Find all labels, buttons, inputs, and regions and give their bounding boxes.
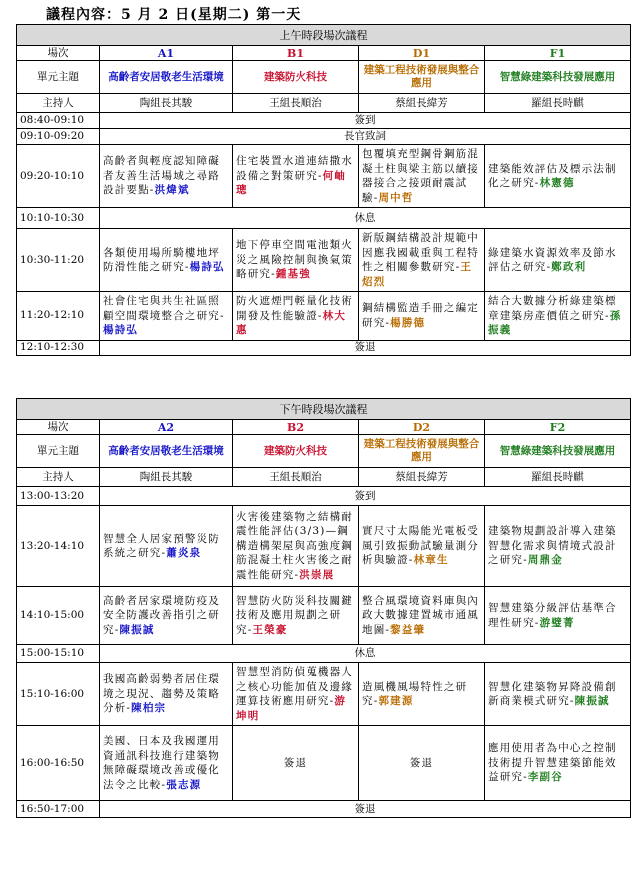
unit-topic-row (17, 61, 631, 94)
morning-agenda-table (16, 24, 631, 356)
unit-topic: 建築防火科技 (233, 435, 359, 468)
session-title: 各類使用場所騎樓地坪防滑性能之研究- (103, 246, 220, 273)
unit-topic: 智慧綠建築科技發展應用 (485, 61, 631, 94)
agenda-row (17, 292, 631, 341)
session-title: 建築能效評估及標示法制化之研究- (488, 162, 617, 189)
session-cell (485, 506, 631, 587)
speaker-name: 周鼎金 (527, 554, 563, 567)
session-cell (359, 229, 485, 292)
session-code-row (17, 420, 631, 435)
agenda-event: 休息 (100, 645, 631, 663)
session-cell (100, 292, 233, 341)
session-cell (359, 145, 485, 208)
agenda-row (17, 340, 631, 355)
session-code: A2 (100, 420, 233, 435)
agenda-event: 長官致詞 (100, 129, 631, 145)
speaker-name: 周中哲 (378, 191, 414, 204)
session-title: 智慧建築分級評估基準合理性研究- (488, 602, 617, 629)
unit-topic: 高齡者安居敬老生活環境 (100, 61, 233, 94)
speaker-name: 陳振誠 (574, 695, 610, 707)
session-code: F1 (485, 46, 631, 61)
afternoon-agenda-table (16, 398, 631, 818)
unit-topic-label: 單元主題 (17, 435, 100, 468)
speaker-name: 洪煒斌 (154, 184, 190, 197)
session-cell (100, 587, 233, 645)
time-slot: 16:00-16:50 (17, 726, 100, 801)
agenda-row (17, 145, 631, 208)
unit-topic: 建築防火科技 (233, 61, 359, 94)
session-cell (485, 145, 631, 208)
session-code: D1 (359, 46, 485, 61)
section-title: 上午時段場次議程 (17, 25, 631, 46)
session-cell (233, 726, 359, 801)
speaker-name: 李副谷 (527, 771, 563, 784)
agenda-event: 簽退 (100, 340, 631, 355)
session-title: 新版鋼結構設計規範中因應我國載重與工程特性之相關參數研究- (362, 232, 479, 273)
session-column-label: 場次 (17, 46, 100, 61)
session-title: 我國高齡弱勢者居住環境之現況、趨勢及策略分析- (103, 673, 220, 715)
section-header-row (17, 399, 631, 420)
speaker-name: 楊詩弘 (189, 261, 225, 273)
speaker-name: 游坤明 (236, 695, 347, 722)
agenda-row (17, 129, 631, 145)
session-code: A1 (100, 46, 233, 61)
session-code: B2 (233, 420, 359, 435)
session-code: F2 (485, 420, 631, 435)
session-code: B1 (233, 46, 359, 61)
time-slot: 09:10-09:20 (17, 129, 100, 145)
host-name: 王組長順治 (233, 94, 359, 113)
speaker-name: 楊勝德 (390, 316, 426, 329)
session-cell (485, 726, 631, 801)
session-title: 地下停車空間電池類火災之風險控制與換氣策略研究- (236, 239, 353, 281)
session-title: 住宅裝置水道連結撒水設備之對策研究- (236, 155, 353, 182)
session-cell (359, 506, 485, 587)
speaker-name: 鍾基強 (275, 268, 311, 281)
session-cell (233, 663, 359, 726)
session-cell (100, 506, 233, 587)
session-cell (100, 663, 233, 726)
time-slot: 14:10-15:00 (17, 587, 100, 645)
session-title: 實尺寸太陽能光電板受風引致振動試驗量測分析與驗證- (362, 525, 479, 567)
speaker-name: 黎益肇 (390, 623, 426, 636)
session-cell (359, 726, 485, 801)
session-cell (100, 229, 233, 292)
session-title: 防火遮煙門輕量化技術開發及性能驗證- (236, 295, 353, 322)
host-name: 王組長順治 (233, 468, 359, 487)
session-title: 智慧型消防偵蒐機器人之核心功能加值及邊緣運算技術應用研究- (236, 666, 353, 707)
host-name: 蔡組長緯芳 (359, 94, 485, 113)
speaker-name: 陳柏宗 (131, 702, 167, 715)
session-cell (359, 587, 485, 645)
host-label: 主持人 (17, 468, 100, 487)
session-cell (100, 145, 233, 208)
time-slot: 08:40-09:10 (17, 113, 100, 129)
session-title: 鋼結構監造手冊之編定研究- (362, 302, 479, 329)
session-cell (233, 145, 359, 208)
speaker-name: 陳振誠 (119, 623, 155, 636)
session-cell (233, 587, 359, 645)
unit-topic-row (17, 435, 631, 468)
session-code-row (17, 46, 631, 61)
session-title: 建築物規劃設計導入建築智慧化需求與情境式設計之研究- (488, 525, 617, 567)
speaker-name: 王榮豪 (252, 623, 288, 636)
session-column-label: 場次 (17, 420, 100, 435)
speaker-name: 張志源 (166, 778, 202, 791)
session-cell (100, 726, 233, 801)
time-slot: 15:10-16:00 (17, 663, 100, 726)
agenda-row (17, 113, 631, 129)
unit-topic: 建築工程技術發展與整合應用 (359, 435, 485, 468)
time-slot: 12:10-12:30 (17, 340, 100, 355)
session-cell (359, 292, 485, 341)
agenda-event: 簽到 (100, 113, 631, 129)
speaker-name: 楊詩弘 (103, 324, 139, 336)
session-cell (233, 292, 359, 341)
host-name: 陶組長其駿 (100, 468, 233, 487)
session-cell (485, 229, 631, 292)
host-name: 羅組長時麒 (485, 94, 631, 113)
time-slot: 16:50-17:00 (17, 801, 100, 818)
speaker-name: 林憲德 (539, 177, 575, 189)
unit-topic: 智慧綠建築科技發展應用 (485, 435, 631, 468)
speaker-name: 林章生 (413, 554, 449, 567)
agenda-row (17, 801, 631, 818)
session-cell (233, 506, 359, 587)
unit-topic: 建築工程技術發展與整合應用 (359, 61, 485, 94)
speaker-name: 洪崇展 (299, 568, 335, 581)
time-slot: 09:20-10:10 (17, 145, 100, 208)
section-header-row (17, 25, 631, 46)
time-slot: 13:00-13:20 (17, 487, 100, 506)
agenda-row (17, 487, 631, 506)
section-title: 下午時段場次議程 (17, 399, 631, 420)
unit-topic-label: 單元主題 (17, 61, 100, 94)
host-name: 羅組長時麒 (485, 468, 631, 487)
time-slot: 13:20-14:10 (17, 506, 100, 587)
session-title: 智慧防火防災科技關鍵技術及應用規劃之研究- (236, 594, 353, 636)
host-label: 主持人 (17, 94, 100, 113)
speaker-name: 游璧菁 (539, 616, 575, 629)
speaker-name: 林大惠 (236, 309, 347, 336)
speaker-name: 郭建源 (378, 695, 414, 707)
agenda-event: 簽到 (100, 487, 631, 506)
session-title: 綠建築水資源效率及節水評估之研究- (488, 246, 617, 273)
session-title: 高齡者居家環境防疫及安全防護改善指引之研究- (103, 594, 220, 636)
agenda-row (17, 726, 631, 801)
agenda-event: 休息 (100, 208, 631, 229)
host-name: 蔡組長緯芳 (359, 468, 485, 487)
time-slot: 10:30-11:20 (17, 229, 100, 292)
session-title: 美國、日本及我國運用資通訊科技進行建築物無障礙環境改善或優化法令之比較- (103, 735, 220, 791)
speaker-name: 王炤烈 (362, 261, 473, 288)
session-cell (233, 229, 359, 292)
speaker-name: 鄭政利 (551, 261, 587, 273)
session-title: 結合大數據分析綠建築標章建築房產價值之研究- (488, 295, 617, 322)
agenda-event: 簽退 (100, 801, 631, 818)
session-title: 簽退 (283, 756, 308, 769)
host-row (17, 94, 631, 113)
session-title: 整合風環境資料庫與內政大數據建置城市通風地圖- (362, 594, 479, 636)
agenda-row (17, 506, 631, 587)
time-slot: 11:20-12:10 (17, 292, 100, 341)
session-title: 造風機風場特性之研究- (362, 680, 468, 707)
speaker-name: 何岫璁 (236, 169, 347, 197)
host-name: 陶組長其駿 (100, 94, 233, 113)
session-cell (485, 587, 631, 645)
session-title: 智慧化建築物昇降設備創新商業模式研究- (488, 680, 617, 707)
session-title: 包覆填充型鋼骨鋼筋混凝土柱與梁主筋以續接器接合之接頭耐震試驗- (362, 148, 479, 204)
session-title: 應用使用者為中心之控制技術提升智慧建築節能效益研究- (488, 742, 617, 784)
session-cell (485, 663, 631, 726)
time-slot: 10:10-10:30 (17, 208, 100, 229)
session-cell (485, 292, 631, 341)
session-title: 社會住宅與共生社區照顧空間環境整合之研究- (103, 295, 225, 322)
session-title: 火害後建築物之結構耐震性能評估(3/3)—鋼構造構架屋與高強度鋼筋混凝土柱火害後之耐震性能研究- (236, 510, 353, 581)
agenda-row (17, 229, 631, 292)
agenda-row (17, 663, 631, 726)
session-title: 簽退 (409, 756, 434, 769)
page-title: 議程內容：5 月 2 日(星期二) 第一天 (46, 7, 302, 23)
session-title: 高齡者與輕度認知障礙者友善生活場域之尋路設計要點- (103, 155, 220, 197)
time-slot: 15:00-15:10 (17, 645, 100, 663)
host-row (17, 468, 631, 487)
session-cell (359, 663, 485, 726)
speaker-name: 蕭炎泉 (166, 547, 202, 559)
agenda-row (17, 645, 631, 663)
session-title: 智慧全人居家預警災防系統之研究- (103, 532, 220, 559)
speaker-name: 孫振義 (488, 309, 622, 336)
session-code: D2 (359, 420, 485, 435)
agenda-row (17, 208, 631, 229)
agenda-row (17, 587, 631, 645)
unit-topic: 高齡者安居敬老生活環境 (100, 435, 233, 468)
